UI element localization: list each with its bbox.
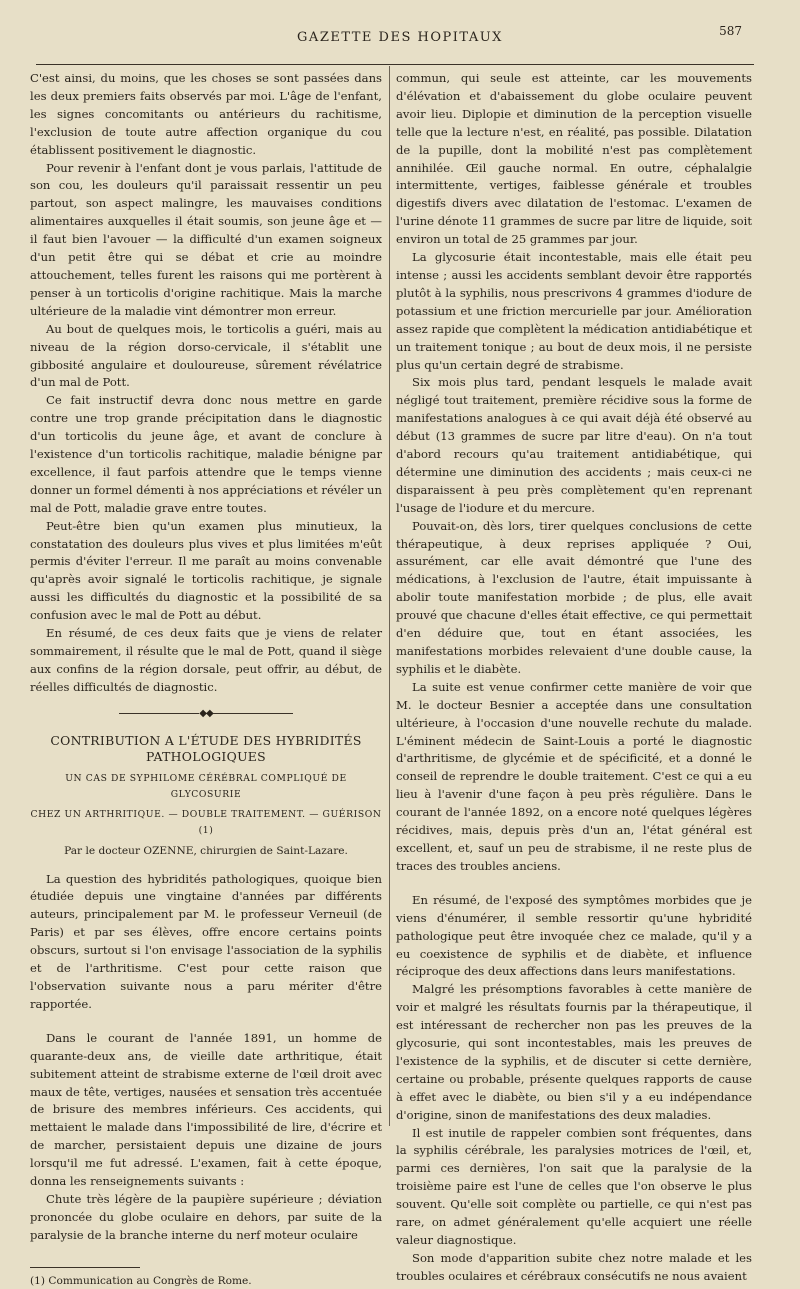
paragraph: Au bout de quelques mois, le torticolis a guéri, mais au niveau de la région dorso-cervicale, il s'établit une gibbosité angulaire et douloureuse, sûrement révélatrice d'un mal de Pott. [30, 321, 382, 390]
section-ornament: ◆◆ [30, 705, 382, 723]
paragraph: Son mode d'apparition subite chez notre malade et les troubles oculaires et cérébraux consécutifs ne nous avaient [396, 1250, 752, 1283]
page-number: 587 [719, 24, 742, 38]
paragraph: La question des hybridités pathologiques, quoique bien étudiée depuis une vingtaine d'années par différents auteurs, principalement par M. le professeur Verneuil (de Paris) et par ses élèves, offre encore certains points obscurs, surtout si l'on envisage l'association de la syphilis et de l'arthritisme. C'est pour cette raison que l'observation suivante nous a paru mériter d'être rapportée. [30, 871, 382, 1011]
paragraph: Malgré les présomptions favorables à cette manière de voir et malgré les résultats fournis par la thérapeutique, il est intéressant de rechercher non pas les preuves de la glycosurie, qui sont incontestables, mais les preuves de l'existence de la syphilis, et de discuter si cette dernière, certaine ou probable, présente quelques rapports de cause à effet avec le diabète, ou bien s'il y a eu indépendance d'origine, sinon de manifestations des deux maladies. [396, 982, 752, 1122]
paragraph: Dans le courant de l'année 1891, un homme de quarante-deux ans, de vieille date arthritique, était subitement atteint de strabisme externe de l'œil droit avec maux de tête, vertiges, nausées et sensation très accentuée de brisure des membres inférieurs. Ces accidents, qui mettaient le malade dans l'impossibilité de lire, d'écrire et de marcher, persistaient depuis une dizaine de jours lorsqu'il me fut adressé. L'examen, fait à cette époque, donna les renseignements suivants : [30, 1030, 382, 1189]
running-title: GAZETTE DES HOPITAUX [297, 30, 503, 45]
header-rule [36, 64, 754, 65]
footnote: (1) Communication au Congrès de Rome. [30, 1274, 252, 1287]
right-column [396, 70, 752, 1286]
paragraph: En résumé, de l'exposé des symptômes morbides que je viens d'énumérer, il semble ressortir qu'une hybridité pathologique peut être invoquée chez ce malade, qu'il y a eu coexistence de syphilis et de diabète, et influence réciproque des deux affections dans leurs manifestations. [396, 892, 752, 979]
column-divider [389, 66, 390, 1126]
article-title: CONTRIBUTION A L'ÉTUDE DES HYBRIDITÉS PATHOLOGIQUES [50, 732, 362, 764]
paragraph: Il est inutile de rappeler combien sont fréquentes, dans la syphilis cérébrale, les paralysies motrices de l'œil, et, parmi ces dernières, l'on sait que la paralysie de la troisième paire est l'une de celles que l'on observe le plus souvent. Qu'elle soit complète ou partielle, ce qui n'est pas rare, on admet généralement qu'elle acquiert une réelle valeur diagnostique. [396, 1125, 752, 1247]
paragraph: Peut-être bien qu'un examen plus minutieux, la constatation des douleurs plus vives et plus limitées m'eût permis d'éviter l'erreur. Il me paraît au moins convenable qu'après avoir signalé le torticolis rachitique, je signale aussi les difficultés du diagnostic et la possibilité de sa confusion avec le mal de Pott au début. [30, 518, 382, 623]
footnote-rule [30, 1267, 140, 1268]
paragraph: La suite est venue confirmer cette manière de voir que M. le docteur Besnier a acceptée dans une consultation ultérieure, à l'occasion d'une nouvelle rechute du malade. L'éminent médecin de Saint-Louis a porté le diagnostic d'arthritisme, de glycémie et de spécificité, et a donné le conseil de reprendre le double traitement. C'est ce qui a eu lieu à l'avenir d'une façon à peu près régulière. Dans le courant de l'année 1892, on a encore noté quelques légères récidives, mais, depuis près d'un an, l'état général est excellent, et, sauf un peu de strabisme, il ne reste plus de traces des troubles anciens. [396, 679, 752, 873]
paragraph: La glycosurie était incontestable, mais elle était peu intense ; aussi les accidents semblant devoir être rapportés plutôt à la syphilis, nous prescrivons 4 grammes d'iodure de potassium et une friction mercurielle par jour. Amélioration assez rapide que complètent la médication antidiabétique et un traitement tonique ; au bout de deux mois, il ne persiste plus qu'un certain degré de strabisme. [396, 250, 752, 372]
paragraph: C'est ainsi, du moins, que les choses se sont passées dans les deux premiers faits observés par moi. L'âge de l'enfant, les signes concomitants ou antérieurs du rachitisme, l'exclusion de toute autre affection organique du cou établissent positivement le diagnostic. [30, 71, 382, 157]
article-subtitle-line-1: UN CAS DE SYPHILOME CÉRÉBRAL COMPLIQUÉ DE GLYCOSURIE [65, 772, 347, 800]
article-subtitle-line-2: CHEZ UN ARTHRITIQUE. — DOUBLE TRAITEMENT. — GUÉRISON (1) [30, 808, 382, 836]
paragraph: Chute très légère de la paupière supérieure ; déviation prononcée du globe oculaire en dehors, par suite de la paralysie de la branche interne du nerf moteur oculaire [30, 1191, 382, 1242]
paragraph: Pouvait-on, dès lors, tirer quelques conclusions de cette thérapeutique, à deux reprises appliquée ? Oui, assurément, car elle avait démontré que l'une des médications, à l'exclusion de l'autre, était impuissante à abolir toute manifestation morbide ; de plus, elle avait prouvé que chacune d'elles était effective, ce qui permettait d'en déduire que, tout en étant associées, les manifestations morbides relevaient d'une double cause, la syphilis et le diabète. [396, 518, 752, 676]
paragraph: commun, qui seule est atteinte, car les mouvements d'élévation et d'abaissement du globe oculaire peuvent avoir lieu. Diplopie et diminution de la perception visuelle telle que la lecture n'est, en réalité, pas possible. Dilatation de la pupille, dont la mobilité n'est pas complètement annihilée. Œil gauche normal. En outre, céphalalgie intermittente, vertiges, faiblesse générale et troubles digestifs divers avec dilatation de l'estomac. L'examen de l'urine dénote 11 grammes de sucre par litre de liquide, soit environ un total de 25 grammes par jour. [396, 71, 752, 247]
paragraph: En résumé, de ces deux faits que je viens de relater sommairement, il résulte que le mal de Pott, quand il siège aux confins de la région dorsale, peut offrir, au début, de réelles difficultés de diagnostic. [30, 626, 382, 694]
article-byline: Par le docteur OZENNE, chirurgien de Saint-Lazare. [64, 844, 348, 857]
paragraph: Pour revenir à l'enfant dont je vous parlais, l'attitude de son cou, les douleurs qu'il paraissait ressentir un peu partout, son aspect malingre, les mauvaises conditions alimentaires auxquelles il était soumis, son jeune âge et — il faut bien l'avouer — la difficulté d'un examen soigneux d'un petit être qui se débat et crie au moindre attouchement, telles furent les raisons qui me portèrent à penser à un torticolis d'origine rachitique. Mais la marche ultérieure de la maladie vint démontrer mon erreur. [30, 160, 382, 318]
page-header [0, 24, 800, 50]
paragraph: Ce fait instructif devra donc nous mettre en garde contre une trop grande précipitation dans le diagnostic d'un torticolis du jeune âge, et avant de conclure à l'existence d'un torticolis rachitique, maladie bénigne par excellence, il faut parfois attendre que le temps vienne donner un formel démenti à nos appréciations et révéler un mal de Pott, maladie grave entre toutes. [30, 393, 382, 515]
left-column [30, 70, 382, 1289]
paragraph: Six mois plus tard, pendant lesquels le malade avait négligé tout traitement, première récidive sous la forme de manifestations analogues à ce qui avait déjà été observé au début (13 grammes de sucre par litre d'eau). On n'a tout d'abord recours qu'au traitement antidiabétique, qui détermine une diminution des accidents ; mais ceux-ci ne disparaissent à peu près complètement qu'en reprenant l'usage de l'iodure et du mercure. [396, 375, 752, 515]
